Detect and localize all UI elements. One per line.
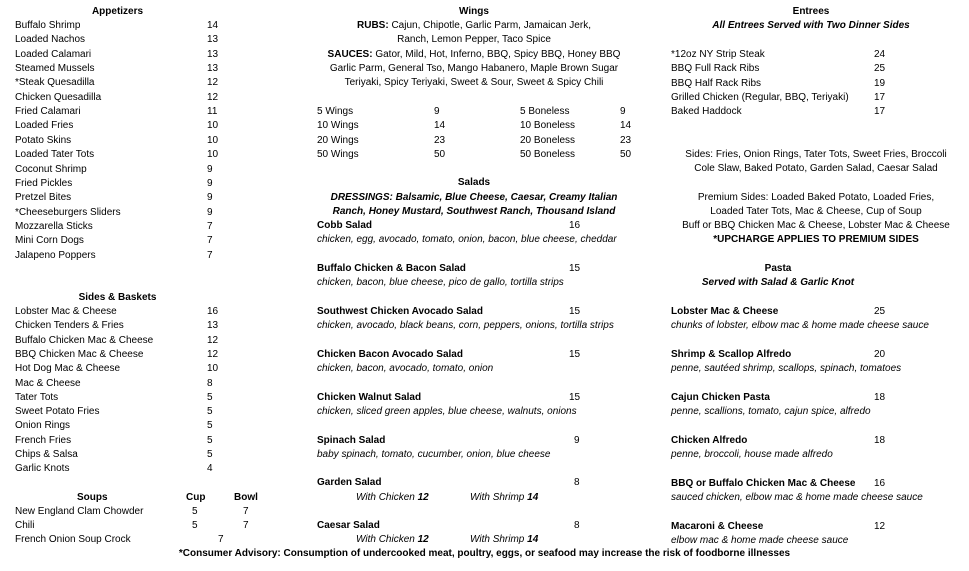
caesar-salad-price: 8	[574, 520, 580, 531]
pasta-subtitle: Served with Salad & Garlic Knot	[701, 277, 855, 288]
salads-title: Salads	[457, 177, 491, 188]
sauces-text: Gator, Mild, Hot, Inferno, BBQ, Spicy BBQ, Honey BBQ	[375, 49, 621, 60]
appetizer-name: Coconut Shrimp	[15, 163, 87, 175]
appetizer-price: 12	[207, 77, 219, 89]
side-name: French Fries	[15, 434, 72, 446]
wings-size-name: 5 Wings	[317, 106, 354, 117]
salads-dressings-line2: Ranch, Honey Mustard, Southwest Ranch, Thousand Island	[332, 206, 616, 217]
soup-bowl-price: 7	[218, 534, 224, 546]
appetizer-price: 7	[207, 220, 213, 232]
pasta-name: Chicken Alfredo	[671, 435, 748, 446]
appetizer-name: Steamed Mussels	[15, 63, 95, 75]
appetizer-name: Potato Skins	[15, 134, 72, 146]
appetizer-name: Fried Pickles	[15, 177, 73, 189]
soup-name: Chili	[15, 520, 35, 532]
soup-cup-price: 5	[192, 506, 198, 517]
caesar-with-shrimp	[470, 533, 538, 546]
appetizer-name: Loaded Tater Tots	[15, 149, 95, 161]
garden-with-chicken-label: With Chicken	[356, 492, 415, 503]
boneless-size-price: 50	[620, 148, 632, 160]
appetizer-name: Fried Calamari	[15, 106, 81, 118]
side-price: 5	[207, 434, 213, 446]
pasta-price: 16	[874, 478, 886, 489]
consumer-advisory: *Consumer Advisory: Consumption of undercooked meat, poultry, eggs, or seafood may increase the risk of foodborne illnesses	[178, 548, 791, 559]
side-name: Tater Tots	[15, 391, 59, 403]
garden-chicken-price: 12	[417, 492, 429, 503]
appetizer-price: 9	[207, 177, 213, 189]
entree-price: 25	[874, 63, 886, 75]
appetizer-price: 11	[207, 106, 218, 118]
side-price: 5	[207, 406, 213, 418]
side-price: 16	[207, 306, 219, 317]
boneless-size-name: 5 Boneless	[520, 106, 570, 117]
appetizer-name: Mozzarella Sticks	[15, 220, 93, 232]
side-name: Chips & Salsa	[15, 449, 78, 460]
salad-name: Buffalo Chicken & Bacon Salad	[317, 263, 466, 274]
wings-size-name: 10 Wings	[317, 120, 359, 132]
soups-bowl-header: Bowl	[234, 492, 258, 503]
appetizers-title: Appetizers	[91, 6, 144, 17]
pasta-title: Pasta	[764, 263, 792, 274]
soup-cup-price: 5	[192, 520, 198, 532]
wings-title: Wings	[459, 6, 489, 17]
garden-salad-name: Garden Salad	[317, 477, 382, 488]
caesar-with-shrimp-label: With Shrimp	[470, 534, 525, 545]
salad-name: Cobb Salad	[317, 220, 373, 231]
side-name: Buffalo Chicken Mac & Cheese	[15, 334, 154, 346]
side-price: 12	[207, 334, 219, 346]
side-price: 8	[207, 377, 213, 389]
appetizer-name: Loaded Fries	[15, 120, 74, 132]
rubs-label: RUBS:	[357, 20, 389, 31]
appetizer-price: 14	[207, 20, 219, 31]
salad-price: 15	[569, 349, 581, 360]
appetizer-price: 13	[207, 34, 219, 46]
salad-description: baby spinach, tomato, cucumber, onion, blue cheese	[317, 449, 551, 460]
side-price: 13	[207, 320, 219, 332]
appetizer-name: Buffalo Shrimp	[15, 20, 81, 31]
soups-cup-header: Cup	[186, 492, 206, 503]
entree-name: Baked Haddock	[671, 106, 742, 118]
side-name: Chicken Tenders & Fries	[15, 320, 124, 332]
wings-rubs-line1	[317, 19, 631, 32]
soup-name: French Onion Soup Crock	[15, 534, 131, 546]
garden-with-shrimp	[470, 491, 538, 504]
pasta-price: 18	[874, 392, 886, 403]
pasta-price: 12	[874, 521, 886, 532]
pasta-description: sauced chicken, elbow mac & home made cheese sauce	[671, 492, 923, 503]
wings-rubs-line2: Ranch, Lemon Pepper, Taco Spice	[397, 34, 551, 45]
wings-sauces-line2: Garlic Parm, General Tso, Mango Habanero, Maple Brown Sugar	[329, 63, 619, 74]
boneless-size-name: 20 Boneless	[520, 134, 576, 146]
side-name: BBQ Chicken Mac & Cheese	[15, 348, 144, 360]
entree-price: 24	[874, 49, 886, 60]
salads-dressings-line1: DRESSINGS: Balsamic, Blue Cheese, Caesar, Creamy Italian	[330, 192, 618, 203]
boneless-size-name: 10 Boneless	[520, 120, 576, 132]
salad-price: 15	[569, 392, 581, 403]
soup-bowl-price: 7	[243, 506, 249, 517]
pasta-price: 20	[874, 349, 886, 360]
wings-size-price: 23	[434, 134, 446, 146]
side-name: Mac & Cheese	[15, 377, 81, 389]
salad-price: 15	[569, 306, 581, 317]
garden-with-chicken	[356, 491, 429, 504]
salad-price: 16	[569, 220, 581, 231]
appetizer-price: 7	[207, 235, 213, 247]
wings-sauces-line1	[317, 48, 631, 61]
appetizer-price: 9	[207, 192, 213, 204]
pasta-name: Shrimp & Scallop Alfredo	[671, 349, 792, 360]
entree-name: BBQ Half Rack Ribs	[671, 77, 762, 89]
garden-shrimp-price: 14	[527, 492, 539, 503]
side-price: 5	[207, 420, 213, 432]
side-price: 5	[207, 391, 213, 403]
side-name: Garlic Knots	[15, 463, 70, 475]
entrees-title: Entrees	[792, 6, 830, 17]
boneless-size-price: 14	[620, 120, 632, 132]
pasta-name: BBQ or Buffalo Chicken Mac & Cheese	[671, 478, 856, 489]
boneless-size-name: 50 Boneless	[520, 148, 576, 160]
wings-size-price: 9	[434, 106, 440, 117]
entree-price: 17	[874, 106, 886, 118]
entree-price: 19	[874, 77, 886, 89]
side-name: Hot Dog Mac & Cheese	[15, 363, 121, 375]
sides-title: Sides & Baskets	[78, 292, 157, 303]
appetizer-price: 12	[207, 91, 219, 103]
pasta-price: 18	[874, 435, 886, 446]
entrees-premium-line1: Premium Sides: Loaded Baked Potato, Loaded Fries,	[697, 192, 935, 203]
side-name: Onion Rings	[15, 420, 71, 432]
caesar-chicken-price: 12	[417, 534, 429, 545]
entree-name: Grilled Chicken (Regular, BBQ, Teriyaki)	[671, 91, 849, 103]
side-price: 4	[207, 463, 213, 475]
pasta-name: Cajun Chicken Pasta	[671, 392, 770, 403]
appetizer-name: Loaded Nachos	[15, 34, 86, 46]
entree-name: BBQ Full Rack Ribs	[671, 63, 760, 75]
caesar-shrimp-price: 14	[527, 534, 539, 545]
salad-name: Chicken Bacon Avocado Salad	[317, 349, 463, 360]
boneless-size-price: 23	[620, 134, 632, 146]
pasta-description: penne, sautéed shrimp, scallops, spinach, tomatoes	[671, 363, 902, 374]
entrees-sides-line1: Sides: Fries, Onion Rings, Tater Tots, Sweet Fries, Broccoli	[685, 149, 947, 160]
appetizer-price: 10	[207, 120, 219, 132]
wings-size-name: 50 Wings	[317, 148, 359, 160]
salad-description: chicken, avocado, black beans, corn, peppers, onions, tortilla strips	[317, 320, 614, 331]
wings-size-name: 20 Wings	[317, 134, 359, 146]
entrees-sides-line2: Cole Slaw, Baked Potato, Garden Salad, Caesar Salad	[694, 163, 938, 174]
pasta-price: 25	[874, 306, 886, 317]
boneless-size-price: 9	[620, 106, 626, 117]
salad-name: Southwest Chicken Avocado Salad	[317, 306, 483, 317]
appetizer-name: Jalapeno Poppers	[15, 249, 96, 261]
caesar-with-chicken-label: With Chicken	[356, 534, 415, 545]
entree-price: 17	[874, 91, 886, 103]
garden-with-shrimp-label: With Shrimp	[470, 492, 525, 503]
soup-bowl-price: 7	[243, 520, 249, 532]
salad-price: 15	[569, 263, 581, 274]
salad-price: 9	[574, 435, 580, 446]
wings-sauces-line3: Teriyaki, Spicy Teriyaki, Sweet & Sour, Sweet & Spicy Chili	[344, 77, 604, 88]
soup-name: New England Clam Chowder	[15, 506, 144, 517]
appetizer-price: 13	[207, 48, 219, 60]
side-price: 10	[207, 363, 219, 375]
appetizer-price: 7	[207, 249, 213, 261]
appetizer-price: 9	[207, 206, 213, 218]
salad-description: chicken, sliced green apples, blue cheese, walnuts, onions	[317, 406, 577, 417]
side-name: Sweet Potato Fries	[15, 406, 100, 418]
caesar-with-chicken	[356, 533, 429, 546]
appetizer-name: Loaded Calamari	[15, 48, 92, 60]
appetizer-name: *Cheeseburgers Sliders	[15, 206, 121, 218]
appetizer-price: 13	[207, 63, 219, 75]
garden-salad-price: 8	[574, 477, 580, 488]
entrees-premium-line3: Buff or BBQ Chicken Mac & Cheese, Lobster Mac & Cheese	[682, 220, 950, 231]
wings-size-price: 50	[434, 148, 446, 160]
rubs-text: Cajun, Chipotle, Garlic Parm, Jamaican Jerk,	[391, 20, 591, 31]
side-price: 5	[207, 449, 213, 460]
sauces-label: SAUCES:	[327, 49, 373, 60]
salad-name: Chicken Walnut Salad	[317, 392, 422, 403]
entree-name: *12oz NY Strip Steak	[671, 49, 765, 60]
appetizer-price: 9	[207, 163, 213, 175]
wings-size-price: 14	[434, 120, 446, 132]
side-price: 12	[207, 348, 219, 360]
appetizer-name: Pretzel Bites	[15, 192, 72, 204]
pasta-description: penne, broccoli, house made alfredo	[671, 449, 833, 460]
appetizer-name: Mini Corn Dogs	[15, 235, 84, 247]
pasta-description: chunks of lobster, elbow mac & home made cheese sauce	[671, 320, 929, 331]
soups-title: Soups	[77, 492, 108, 503]
entrees-upcharge-note: *UPCHARGE APPLIES TO PREMIUM SIDES	[713, 234, 919, 245]
salad-description: chicken, egg, avocado, tomato, onion, bacon, blue cheese, cheddar	[317, 234, 617, 245]
entrees-premium-line2: Loaded Tater Tots, Mac & Cheese, Cup of Soup	[710, 206, 922, 217]
appetizer-name: Chicken Quesadilla	[15, 91, 102, 103]
caesar-salad-name: Caesar Salad	[317, 520, 380, 531]
pasta-name: Lobster Mac & Cheese	[671, 306, 779, 317]
side-name: Lobster Mac & Cheese	[15, 306, 117, 317]
salad-name: Spinach Salad	[317, 435, 386, 446]
entrees-subtitle: All Entrees Served with Two Dinner Sides	[712, 20, 910, 31]
salad-description: chicken, bacon, blue cheese, pico de gallo, tortilla strips	[317, 277, 564, 288]
appetizer-name: *Steak Quesadilla	[15, 77, 95, 89]
appetizer-price: 10	[207, 149, 219, 161]
appetizer-price: 10	[207, 134, 219, 146]
pasta-name: Macaroni & Cheese	[671, 521, 764, 532]
pasta-description: penne, scallions, tomato, cajun spice, alfredo	[671, 406, 871, 417]
salad-description: chicken, bacon, avocado, tomato, onion	[317, 363, 494, 374]
pasta-description: elbow mac & home made cheese sauce	[671, 535, 849, 546]
